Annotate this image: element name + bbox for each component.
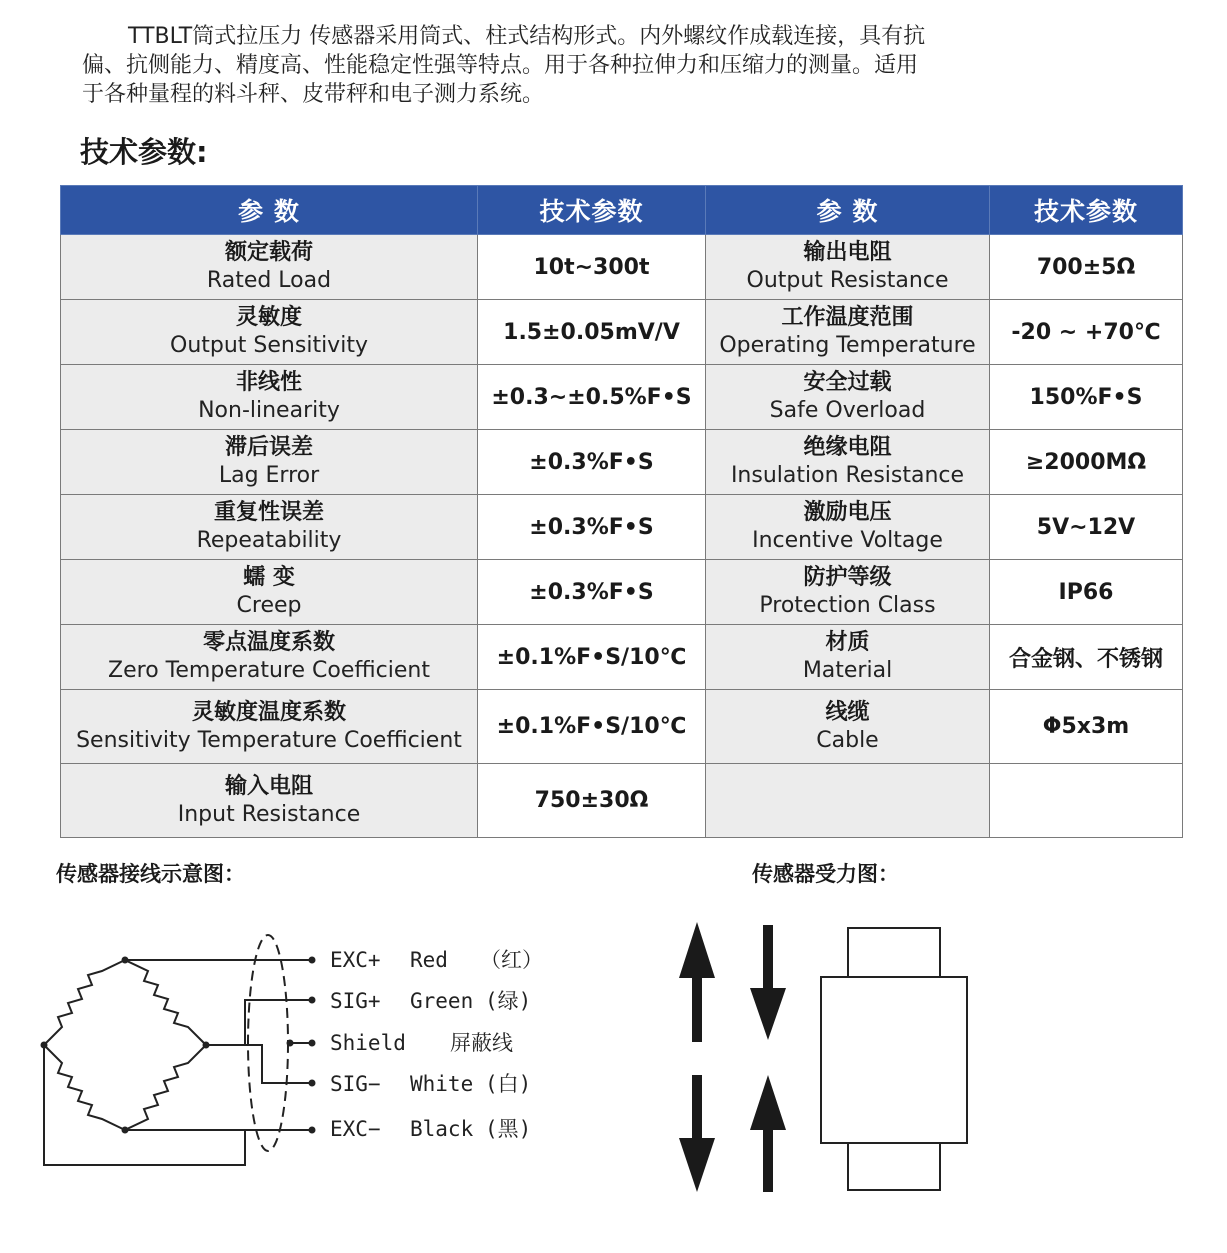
value-cell-left: 1.5±0.05mV/V xyxy=(478,300,706,365)
wire-color-label: White xyxy=(410,1072,474,1096)
down-arrow-icon xyxy=(679,1075,715,1192)
param-name-cn: 激励电压 xyxy=(803,500,892,525)
wire-cn-label: (绿) xyxy=(485,989,532,1013)
value-cell-left: 10t~300t xyxy=(478,235,706,300)
param-cell-left xyxy=(61,365,478,430)
param-name-cn: 安全过载 xyxy=(803,370,892,395)
param-name-en: Sensitivity Temperature Coefficient xyxy=(76,727,462,753)
param-name-en: Output Resistance xyxy=(746,268,949,293)
value-cell-right: Φ5x3m xyxy=(990,690,1183,764)
wiring-diagram xyxy=(0,900,620,1200)
header-param-2: 参 数 xyxy=(706,186,990,235)
param-name-cn: 材质 xyxy=(825,630,870,655)
wire-cn-label: (白) xyxy=(485,1072,532,1096)
value-cell-left: ±0.3%F•S xyxy=(478,560,706,625)
param-cell-right xyxy=(706,235,990,300)
table-row xyxy=(61,560,1183,625)
table-row xyxy=(61,690,1183,764)
param-name-en: Operating Temperature xyxy=(719,333,976,358)
param-name-en: Material xyxy=(802,658,893,683)
bridge-resistor-bottom-right xyxy=(125,1045,206,1130)
param-name-en: Insulation Resistance xyxy=(730,463,965,488)
param-name-cn: 线缆 xyxy=(825,699,870,725)
table-row xyxy=(61,430,1183,495)
param-cell-left xyxy=(61,690,478,764)
wiring-title: 传感器接线示意图： xyxy=(56,862,245,886)
param-cell-left xyxy=(61,560,478,625)
wire-color-label: Red xyxy=(410,948,448,972)
spec-table xyxy=(60,185,1183,838)
param-name-en: Output Sensitivity xyxy=(170,333,368,358)
table-row xyxy=(61,495,1183,560)
param-cell-right xyxy=(706,690,990,764)
intro-line-2: 偏、抗侧能力、精度高、性能稳定性强等特点。用于各种拉伸力和压缩力的测量。适用 xyxy=(82,53,919,78)
bridge-resistor-bottom-left xyxy=(44,1045,125,1130)
value-cell-left: ±0.3%F•S xyxy=(478,495,706,560)
wire-color-label: Black xyxy=(410,1117,474,1141)
param-cell-left xyxy=(61,430,478,495)
bridge-resistor-top-left xyxy=(44,960,125,1045)
up-arrow-icon xyxy=(679,922,715,1042)
value-cell-right: ≥2000MΩ xyxy=(990,430,1183,495)
table-row xyxy=(61,764,1183,838)
wire-color-label: Green xyxy=(410,989,474,1013)
intro-line-1: TTBLT筒式拉压力 传感器采用筒式、柱式结构形式。内外螺纹作成载连接，具有抗 xyxy=(128,24,926,49)
param-cell-left xyxy=(61,235,478,300)
param-name-cn: 工作温度范围 xyxy=(781,305,914,330)
intro-paragraph xyxy=(82,22,1022,109)
value-cell-right: 150%F•S xyxy=(990,365,1183,430)
param-name-en: Creep xyxy=(236,593,302,618)
header-value-1: 技术参数 xyxy=(478,186,706,235)
table-row xyxy=(61,365,1183,430)
param-cell-left xyxy=(61,764,478,838)
wire-cn-label: （红） xyxy=(480,948,543,972)
table-row xyxy=(61,625,1183,690)
param-cell-left xyxy=(61,625,478,690)
wire-signal-label: SIG− xyxy=(330,1072,381,1096)
param-name-cn: 蠕 变 xyxy=(243,565,295,590)
value-cell-left: ±0.1%F•S/10℃ xyxy=(478,690,706,764)
sensor-body xyxy=(821,977,967,1143)
bridge-resistor-top-right xyxy=(125,960,206,1045)
wire-cn-label: (黑) xyxy=(485,1117,532,1141)
value-cell-right: IP66 xyxy=(990,560,1183,625)
section-title: 技术参数: xyxy=(80,135,208,169)
param-name-cn: 非线性 xyxy=(235,370,302,395)
param-name-cn: 额定载荷 xyxy=(224,240,313,265)
param-name-en: Lag Error xyxy=(218,463,320,488)
value-cell-right: 合金钢、不锈钢 xyxy=(990,625,1183,690)
wire-signal-label: SIG+ xyxy=(330,989,381,1013)
param-name-en: Rated Load xyxy=(206,268,332,293)
spec-table-header xyxy=(61,186,1183,235)
param-name-en: Repeatability xyxy=(196,528,342,553)
param-cell-left xyxy=(61,300,478,365)
value-cell-left: ±0.3%F•S xyxy=(478,430,706,495)
wire-cn-label: 屏蔽线 xyxy=(450,1031,513,1055)
param-cell-right xyxy=(706,560,990,625)
intro-line-3: 于各种量程的料斗秤、皮带秤和电子测力系统。 xyxy=(82,82,545,107)
wire-signal-label: EXC− xyxy=(330,1117,381,1141)
shield-ellipse xyxy=(248,935,288,1151)
param-cell-left xyxy=(61,495,478,560)
sensor-bottom-stud xyxy=(848,1143,940,1190)
param-name-cn: 零点温度系数 xyxy=(202,630,335,655)
param-name-en: Zero Temperature Coefficient xyxy=(108,658,430,683)
table-row xyxy=(61,235,1183,300)
table-row xyxy=(61,300,1183,365)
param-name-en: Non-linearity xyxy=(198,398,340,423)
value-cell-left: ±0.3~±0.5%F•S xyxy=(478,365,706,430)
param-cell-right xyxy=(706,365,990,430)
value-cell-right: 700±5Ω xyxy=(990,235,1183,300)
force-title: 传感器受力图： xyxy=(752,862,899,886)
value-cell-left: ±0.1%F•S/10℃ xyxy=(478,625,706,690)
force-diagram xyxy=(660,900,1000,1200)
value-cell-right: 5V~12V xyxy=(990,495,1183,560)
value-cell-left: 750±30Ω xyxy=(478,764,706,838)
param-cell-right xyxy=(706,430,990,495)
param-cell-right xyxy=(706,495,990,560)
param-cell-right xyxy=(706,300,990,365)
param-name-cn: 绝缘电阻 xyxy=(803,435,892,460)
param-name-en: Input Resistance xyxy=(177,801,361,827)
param-name-en: Protection Class xyxy=(759,593,936,618)
down-arrow-icon xyxy=(750,925,786,1040)
param-name-cn: 输入电阻 xyxy=(224,773,313,799)
param-name-cn: 输出电阻 xyxy=(803,240,892,265)
param-name-en: Cable xyxy=(816,727,879,753)
header-param-1: 参 数 xyxy=(61,186,478,235)
header-value-2: 技术参数 xyxy=(990,186,1183,235)
wire-signal-label: Shield xyxy=(330,1031,406,1055)
up-arrow-icon xyxy=(750,1075,786,1192)
param-name-cn: 重复性误差 xyxy=(213,500,324,525)
param-name-cn: 灵敏度 xyxy=(235,305,302,330)
param-name-en: Safe Overload xyxy=(769,398,926,423)
param-cell-right xyxy=(706,625,990,690)
param-name-en: Incentive Voltage xyxy=(752,528,943,553)
param-cell-right xyxy=(706,764,990,838)
sensor-top-stud xyxy=(848,928,940,977)
value-cell-right: -20 ~ +70℃ xyxy=(990,300,1183,365)
param-name-cn: 滞后误差 xyxy=(224,435,313,460)
param-name-cn: 灵敏度温度系数 xyxy=(191,699,346,725)
wire-signal-label: EXC+ xyxy=(330,948,381,972)
value-cell-right xyxy=(990,764,1183,838)
param-name-cn: 防护等级 xyxy=(803,565,892,590)
